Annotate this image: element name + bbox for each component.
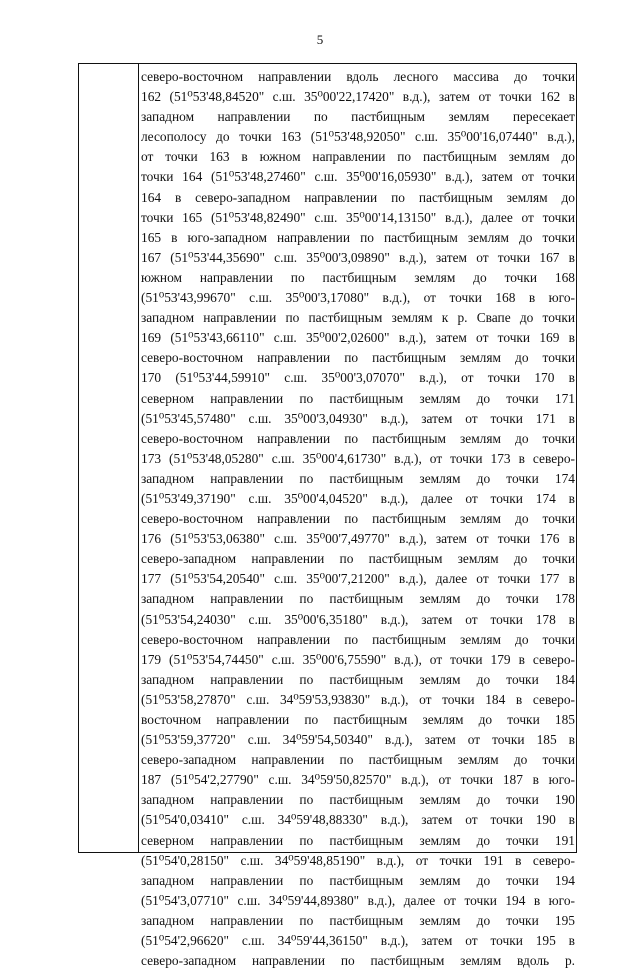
text-line: 179 (51⁰53'54,74450" с.ш. 35⁰00'6,75590" в.д.), от точки 179 в северо- xyxy=(141,651,575,667)
text-line: 167 (51⁰53'44,35690" с.ш. 35⁰00'3,09890" в.д.), затем от точки 167 в xyxy=(141,249,575,265)
text-line: 187 (51⁰54'2,27790" с.ш. 34⁰59'50,82570" в.д.), от точки 187 в юго- xyxy=(141,772,575,788)
text-line: (51⁰54'3,07710" с.ш. 34⁰59'44,89380" в.д.), далее от точки 194 в юго- xyxy=(141,892,575,908)
text-line: (51⁰53'59,37720" с.ш. 34⁰59'54,50340" в.д.), затем от точки 185 в xyxy=(141,732,575,748)
text-line: северном направлении по пастбищным землям до точки 171 xyxy=(141,390,575,406)
text-line: (51⁰54'0,03410" с.ш. 34⁰59'48,88330" в.д.), затем от точки 190 в xyxy=(141,812,575,828)
text-line: западном направлении по пастбищным землям до точки 195 xyxy=(141,912,575,928)
text-line: (51⁰54'0,28150" с.ш. 34⁰59'48,85190" в.д.), от точки 191 в северо- xyxy=(141,852,575,868)
text-line: лесополосу до точки 163 (51⁰53'48,92050" с.ш. 35⁰00'16,07440" в.д.), xyxy=(141,129,575,145)
page-number: 5 xyxy=(316,32,324,47)
text-line: западном направлении по пастбищным землям до точки 194 xyxy=(141,872,575,888)
text-line: (51⁰53'58,27870" с.ш. 34⁰59'53,93830" в.д.), от точки 184 в северо- xyxy=(141,691,575,707)
text-line: северо-восточном направлении по пастбищным землям до точки xyxy=(141,430,575,446)
text-line: западном направлении по пастбищным землям до точки 190 xyxy=(141,792,575,808)
text-line: (51⁰53'49,37190" с.ш. 35⁰00'4,04520" в.д.), далее от точки 174 в xyxy=(141,490,575,506)
text-line: восточном направлении по пастбищным землям до точки 185 xyxy=(141,712,575,727)
text-line: от точки 163 в южном направлении по пастбищным землям до xyxy=(141,149,575,165)
text-line: точки 165 (51⁰53'48,82490" с.ш. 35⁰00'14,13150" в.д.), далее от точки xyxy=(141,209,575,225)
text-line: западном направлении по пастбищным землям до точки 184 xyxy=(141,671,575,687)
text-line: северо-восточном направлении по пастбищным землям до точки xyxy=(141,350,575,366)
text-line: северо-западном направлении по пастбищным землям до точки xyxy=(141,752,575,768)
text-line: точки 164 (51⁰53'48,27460" с.ш. 35⁰00'16,05930" в.д.), затем от точки xyxy=(141,169,575,185)
text-line: 169 (51⁰53'43,66110" с.ш. 35⁰00'2,02600" в.д.), затем от точки 169 в xyxy=(141,330,575,346)
text-line: северо-восточном направлении по пастбищным землям до точки xyxy=(141,511,575,527)
text-line: 170 (51⁰53'44,59910" с.ш. 35⁰00'3,07070" в.д.), от точки 170 в xyxy=(141,370,575,386)
text-line: северном направлении по пастбищным землям до точки 191 xyxy=(141,832,575,848)
document-table xyxy=(78,63,577,969)
text-line: 162 (51⁰53'48,84520" с.ш. 35⁰00'22,17420" в.д.), затем от точки 162 в xyxy=(141,89,575,105)
text-line: северо-восточном направлении вдоль лесного массива до точки xyxy=(141,69,575,84)
text-line: 173 (51⁰53'48,05280" с.ш. 35⁰00'4,61730" в.д.), от точки 173 в северо- xyxy=(141,450,575,466)
text-line: западном направлении по пастбищным землям пересекает xyxy=(141,109,575,125)
boundary-description-cell xyxy=(141,67,575,971)
text-line: северо-восточном направлении по пастбищным землям до точки xyxy=(141,631,575,647)
text-line: (51⁰53'45,57480" с.ш. 35⁰00'3,04930" в.д.), затем от точки 171 в xyxy=(141,410,575,426)
text-line: (51⁰53'54,24030" с.ш. 35⁰00'6,35180" в.д.), затем от точки 178 в xyxy=(141,611,575,627)
text-line: (51⁰53'43,99670" с.ш. 35⁰00'3,17080" в.д.), от точки 168 в юго- xyxy=(141,290,575,306)
text-line: 177 (51⁰53'54,20540" с.ш. 35⁰00'7,21200" в.д.), далее от точки 177 в xyxy=(141,571,575,587)
text-line: западном направлении по пастбищным землям к р. Свапе до точки xyxy=(141,310,575,326)
text-line: западном направлении по пастбищным землям до точки 178 xyxy=(141,591,575,607)
table-left-column xyxy=(79,64,139,852)
text-line: 165 в юго-западном направлении по пастбищным землям до точки xyxy=(141,229,575,245)
text-line: 176 (51⁰53'53,06380" с.ш. 35⁰00'7,49770" в.д.), затем от точки 176 в xyxy=(141,531,575,547)
text-line: южном направлении по пастбищным землям до точки 168 xyxy=(141,269,575,285)
text-line: (51⁰54'2,96620" с.ш. 34⁰59'44,36150" в.д.), затем от точки 195 в xyxy=(141,933,575,949)
text-line: западном направлении по пастбищным землям до точки 174 xyxy=(141,470,575,486)
text-line: северо-западном направлении по пастбищным землям вдоль р. xyxy=(141,953,575,969)
text-line: северо-западном направлении по пастбищным землям до точки xyxy=(141,551,575,567)
text-line: 164 в северо-западном направлении по пастбищным землям до xyxy=(141,189,575,205)
